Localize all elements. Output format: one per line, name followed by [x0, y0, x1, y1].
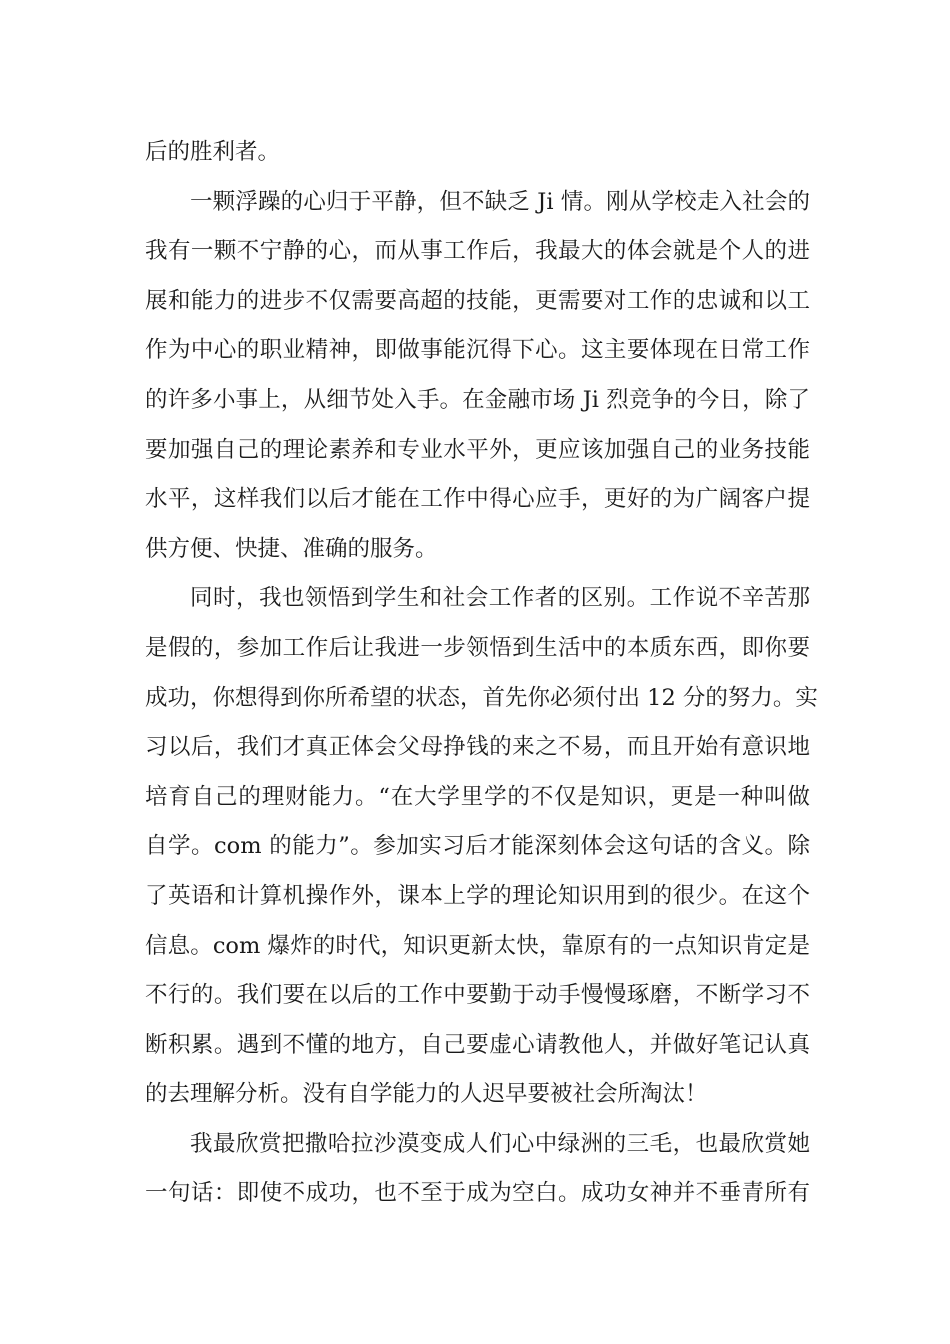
text-line: 我最欣赏把撒哈拉沙漠变成人们心中绿洲的三毛，也最欣赏她 — [190, 1130, 810, 1157]
text-line: 是假的，参加工作后让我进一步领悟到生活中的本质东西，即你要 — [145, 634, 810, 661]
text-line: 水平，这样我们以后才能在工作中得心应手，更好的为广阔客户提 — [145, 486, 810, 513]
text-line: 同时，我也领悟到学生和社会工作者的区别。工作说不辛苦那 — [190, 585, 810, 612]
text-line: 自学。com 的能力”。参加实习后才能深刻体会这句话的含义。除 — [145, 833, 810, 860]
text-line: 不行的。我们要在以后的工作中要勤于动手慢慢琢磨，不断学习不 — [145, 982, 810, 1009]
text-line: 展和能力的进步不仅需要高超的技能，更需要对工作的忠诚和以工 — [145, 287, 810, 314]
text-line: 一颗浮躁的心归于平静，但不缺乏 Ji 情。刚从学校走入社会的 — [190, 188, 810, 215]
text-line: 习以后，我们才真正体会父母挣钱的来之不易，而且开始有意识地 — [145, 734, 810, 761]
text-line: 培育自己的理财能力。“在大学里学的不仅是知识，更是一种叫做 — [145, 783, 810, 810]
text-line: 信息。com 爆炸的时代，知识更新太快，靠原有的一点知识肯定是 — [145, 932, 810, 959]
text-line: 断积累。遇到不懂的地方，自己要虚心请教他人，并做好笔记认真 — [145, 1031, 810, 1058]
text-line: 作为中心的职业精神，即做事能沉得下心。这主要体现在日常工作 — [145, 337, 810, 364]
text-line: 成功，你想得到你所希望的状态，首先你必须付出 12 分的努力。实 — [145, 684, 818, 711]
text-line: 的许多小事上，从细节处入手。在金融市场 Ji 烈竞争的今日，除了 — [145, 386, 810, 413]
text-line: 我有一颗不宁静的心，而从事工作后，我最大的体会就是个人的进 — [145, 238, 810, 265]
text-line: 要加强自己的理论素养和专业水平外，更应该加强自己的业务技能 — [145, 436, 810, 463]
text-line: 了英语和计算机操作外，课本上学的理论知识用到的很少。在这个 — [145, 882, 810, 909]
text-line: 供方便、快捷、准确的服务。 — [145, 535, 438, 562]
text-line: 一句话：即使不成功，也不至于成为空白。成功女神并不垂青所有 — [145, 1180, 810, 1207]
body-text — [145, 128, 818, 1219]
text-line: 的去理解分析。没有自学能力的人迟早要被社会所淘汰！ — [145, 1081, 708, 1108]
text-line: 后的胜利者。 — [145, 139, 281, 165]
